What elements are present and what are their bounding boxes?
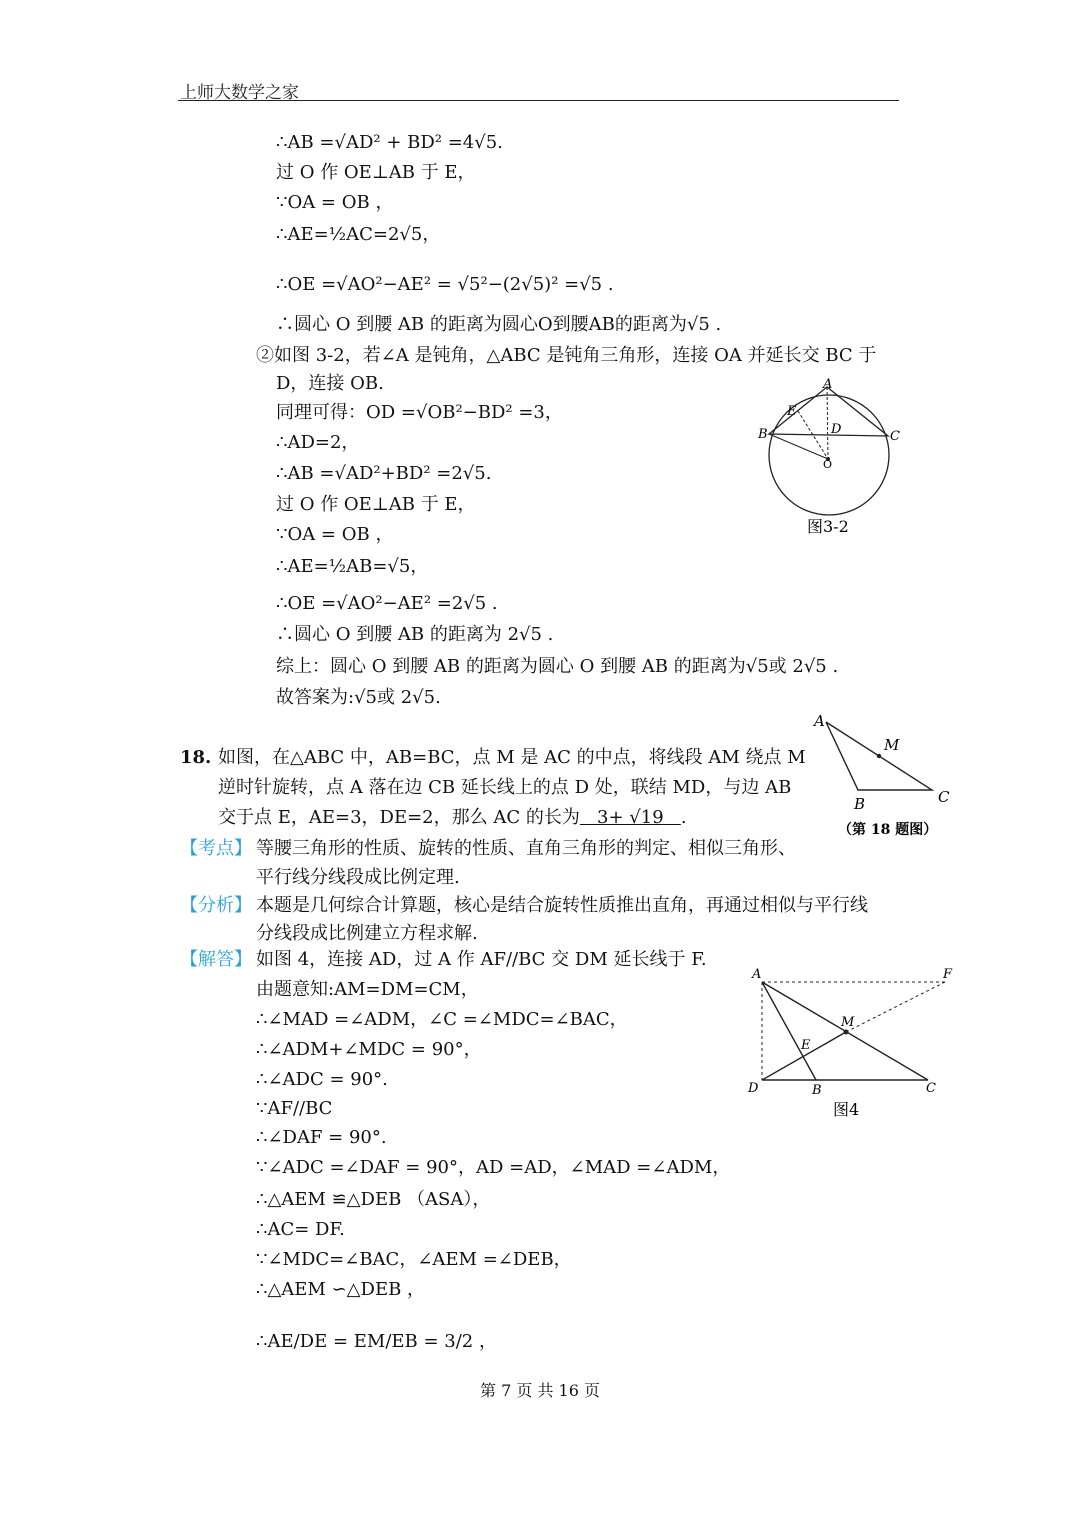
solution-line: 综上：圆心 O 到腰 AB 的距离为圆心 O 到腰 AB 的距离为√5或 2√5 . [276, 656, 839, 677]
solution-line: ∴圆心 O 到腰 AB 的距离为圆心O到腰AB的距离为√5 . [276, 314, 722, 335]
jieda-line: ∴∠MAD =∠ADM，∠C =∠MDC=∠BAC， [256, 1009, 628, 1030]
page-header-title: 上师大数学之家 [180, 83, 299, 103]
solution-line: ∵OA = OB ， [276, 524, 394, 545]
label-e: E [801, 1038, 811, 1053]
solution-line: 同理可得：OD =√OB²−BD² =3， [276, 402, 563, 423]
solution-line: ∴圆心 O 到腰 AB 的距离为 2√5 . [276, 624, 554, 645]
solution-line: ∵OA = OB ， [276, 192, 394, 213]
label-c: C [890, 429, 900, 444]
figure-4-caption: 图4 [833, 1100, 860, 1119]
jieda-line: ∴△AEM ∽△DEB ， [256, 1279, 426, 1300]
header-rule [178, 100, 899, 101]
jieda-line: ∴AC= DF. [256, 1219, 345, 1240]
question-18-line3-suffix: . [680, 807, 687, 828]
solution-line: D，连接 OB. [276, 373, 384, 394]
figure-q18 [810, 712, 960, 842]
jieda-line: ∴AE/DE = EM/EB = 3/2 ， [256, 1331, 497, 1352]
jieda-tag: 【解答】 [180, 949, 252, 970]
solution-line: ∴AB =√AD² + BD² =4√5. [276, 132, 503, 153]
solution-line: ②如图 3-2，若∠A 是钝角，△ABC 是钝角三角形，连接 OA 并延长交 BC 于 [256, 345, 877, 366]
point-m [877, 754, 881, 758]
label-e: E [787, 404, 797, 419]
jieda-line: ∴∠DAF = 90°. [256, 1127, 387, 1148]
figure-q18-caption: （第 18 题图） [838, 822, 938, 838]
jieda-line: ∵∠MDC=∠BAC，∠AEM =∠DEB， [256, 1249, 572, 1270]
figure-3-2-caption: 图3-2 [807, 517, 849, 536]
question-18-line-3 [218, 806, 687, 830]
jieda-line: ∴∠ADC = 90°. [256, 1069, 388, 1090]
fenxi-line: 分线段成比例建立方程求解. [256, 923, 478, 944]
solution-line: ∴AE=½AC=2√5， [276, 224, 441, 245]
kaodian-line: 等腰三角形的性质、旋转的性质、直角三角形的判定、相似三角形、 [256, 838, 796, 859]
label-a: A [814, 712, 825, 730]
figure-4 [740, 962, 960, 1122]
label-a: A [752, 967, 762, 982]
solution-line: 故答案为:√5或 2√5. [276, 687, 441, 708]
solution-line: ∴AB =√AD²+BD² =2√5. [276, 463, 492, 484]
line-ob [769, 434, 828, 459]
label-f: F [943, 967, 953, 982]
fenxi-tag: 【分析】 [180, 895, 252, 916]
kaodian-line: 平行线分线段成比例定理. [256, 867, 460, 888]
figure-3-2 [755, 375, 915, 540]
label-a: A [823, 377, 833, 392]
jieda-line: ∵AF//BC [256, 1098, 333, 1119]
jieda-line: ∴∠ADM+∠MDC = 90°， [256, 1039, 482, 1060]
label-b: B [854, 795, 866, 813]
label-c: C [938, 788, 950, 806]
question-18-line: 逆时针旋转，点 A 落在边 CB 延长线上的点 D 处，联结 MD，与边 AB [218, 777, 792, 798]
label-b: B [758, 427, 768, 442]
question-18-number: 18. [180, 747, 212, 768]
line-oa [827, 387, 828, 459]
page-footer: 第 7 页 共 16 页 [480, 1381, 600, 1400]
label-o: O [823, 458, 833, 471]
question-18-line: 如图，在△ABC 中，AB=BC，点 M 是 AC 的中点，将线段 AM 绕点 M [218, 747, 806, 768]
solution-line: ∴AE=½AB=√5， [276, 556, 429, 577]
jieda-line: 由题意知:AM=DM=CM， [256, 979, 479, 1000]
label-m: M [884, 736, 900, 754]
kaodian-tag: 【考点】 [180, 838, 252, 859]
answer-value: 3+ √19 [597, 807, 664, 828]
question-18-line3-prefix: 交于点 E，AE=3，DE=2，那么 AC 的长为 [218, 807, 580, 828]
jieda-line: 如图 4，连接 AD，过 A 作 AF//BC 交 DM 延长线于 F. [256, 949, 707, 970]
point-m [844, 1030, 849, 1035]
label-b: B [812, 1083, 822, 1098]
solution-line: 过 O 作 OE⊥AB 于 E， [276, 494, 476, 515]
line-mf [846, 982, 945, 1032]
solution-line: ∴OE =√AO²−AE² = √5²−(2√5)² =√5 . [276, 274, 614, 295]
solution-line: ∴AD=2， [276, 432, 360, 453]
label-d: D [748, 1081, 759, 1096]
label-m: M [841, 1015, 855, 1030]
label-c: C [926, 1081, 936, 1096]
label-d: D [831, 422, 842, 437]
question-18-answer [580, 807, 681, 828]
solution-line: ∴OE =√AO²−AE² =2√5 . [276, 593, 498, 614]
fenxi-line: 本题是几何综合计算题，核心是结合旋转性质推出直角，再通过相似与平行线 [256, 895, 868, 916]
solution-line: 过 O 作 OE⊥AB 于 E， [276, 162, 476, 183]
jieda-line: ∵∠ADC =∠DAF = 90°，AD =AD，∠MAD =∠ADM， [256, 1157, 731, 1178]
jieda-line: ∴△AEM ≌△DEB （ASA）， [256, 1189, 491, 1210]
